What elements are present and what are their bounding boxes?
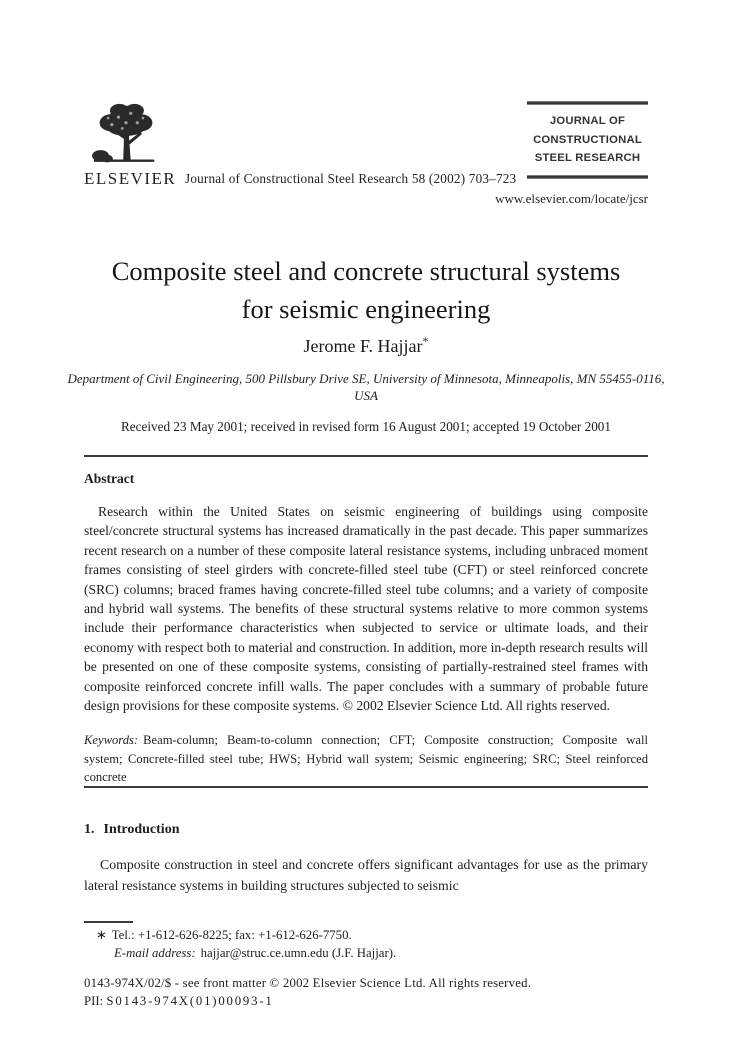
keywords-bottom-rule	[84, 786, 648, 788]
masthead-top-rule	[527, 101, 648, 105]
footnote-email	[114, 946, 396, 961]
section-heading-introduction	[84, 822, 179, 838]
author-name: Jerome F. Hajjar	[303, 336, 423, 356]
keywords-label: Keywords:	[84, 733, 139, 747]
article-title-line2: for seismic engineering	[241, 294, 491, 324]
author-affiliation: Department of Civil Engineering, 500 Pillsbury Drive SE, University of Minnesota, Minneapolis, MN 55455-0116, USA	[67, 371, 665, 403]
footnote-marker: ∗	[96, 928, 107, 942]
article-history: Received 23 May 2001; received in revised form 16 August 2001; accepted 19 October 2001	[121, 419, 611, 434]
article-title-line1: Composite steel and concrete structural systems	[111, 256, 621, 286]
keywords-list: Beam-column; Beam-to-column connection; CFT; Composite construction; Composite wall system; Concrete-filled steel tube; HWS; Hybrid wall system; Seismic engineering; SRC; Steel reinforced concrete	[84, 733, 648, 785]
footer-copyright-line: 0143-974X/02/$ - see front matter © 2002 Elsevier Science Ltd. All rights reserved.	[84, 976, 532, 990]
journal-masthead	[527, 101, 648, 179]
author-footnote-mark: *	[422, 334, 429, 348]
elsevier-tree-logo-icon	[88, 102, 164, 168]
journal-name	[527, 112, 648, 168]
email-address-label: E-mail address:	[114, 946, 196, 960]
footnote-tel-text: Tel.: +1-612-626-8225; fax: +1-612-626-7750.	[111, 928, 352, 942]
journal-name-line: JOURNAL OF	[549, 115, 626, 127]
footer-pii-line	[84, 994, 274, 1009]
publisher-wordmark: ELSEVIER	[84, 169, 177, 188]
section-number: 1.	[84, 822, 95, 837]
journal-name-line: STEEL RESEARCH	[534, 152, 641, 164]
pii-label: PII:	[84, 994, 104, 1008]
author-line	[0, 334, 732, 357]
journal-citation: Journal of Constructional Steel Research 58 (2002) 703–723	[185, 171, 517, 186]
journal-website-url: www.elsevier.com/locate/jcsr	[495, 191, 648, 206]
email-address-value: hajjar@struc.ce.umn.edu (J.F. Hajjar).	[200, 946, 397, 960]
keywords-paragraph	[84, 731, 648, 787]
abstract-body: Research within the United States on seismic engineering of buildings using composite steel/concrete structural systems has increased dramatically in the past decade. This paper summarizes recent research on a number of these composite lateral resistance systems, including unbraced moment frames consisting of steel girders with concrete-filled steel tube (CFT) or steel reinforced concrete (SRC) columns; braced frames having concrete-filled steel tube columns; and a variety of composite and hybrid wall systems. The benefits of these structural systems relative to more common systems include their performance characteristics when subjected to service or ultimate loads, and their economy with respect both to material and construction. In addition, more in-depth research results will be presented on one of these composite systems, consisting of partially-restrained steel frames with composite reinforced concrete infill walls. The paper concludes with a summary of probable future design provisions for these composite systems. © 2002 Elsevier Science Ltd. All rights reserved.	[84, 504, 648, 714]
section-body-introduction: Composite construction in steel and concrete offers significant advantages for use as the primary lateral resistance systems in building structures subjected to seismic	[84, 857, 648, 893]
footnote-telephone	[96, 928, 352, 943]
pii-value: S0143-974X(01)00093-1	[106, 994, 274, 1008]
article-title	[0, 252, 732, 328]
section-title: Introduction	[103, 822, 180, 837]
journal-name-line: CONSTRUCTIONAL	[533, 133, 642, 146]
footnote-rule	[84, 921, 133, 923]
abstract-top-rule	[84, 455, 648, 457]
masthead-bottom-rule	[527, 175, 648, 179]
abstract-heading: Abstract	[84, 471, 135, 486]
